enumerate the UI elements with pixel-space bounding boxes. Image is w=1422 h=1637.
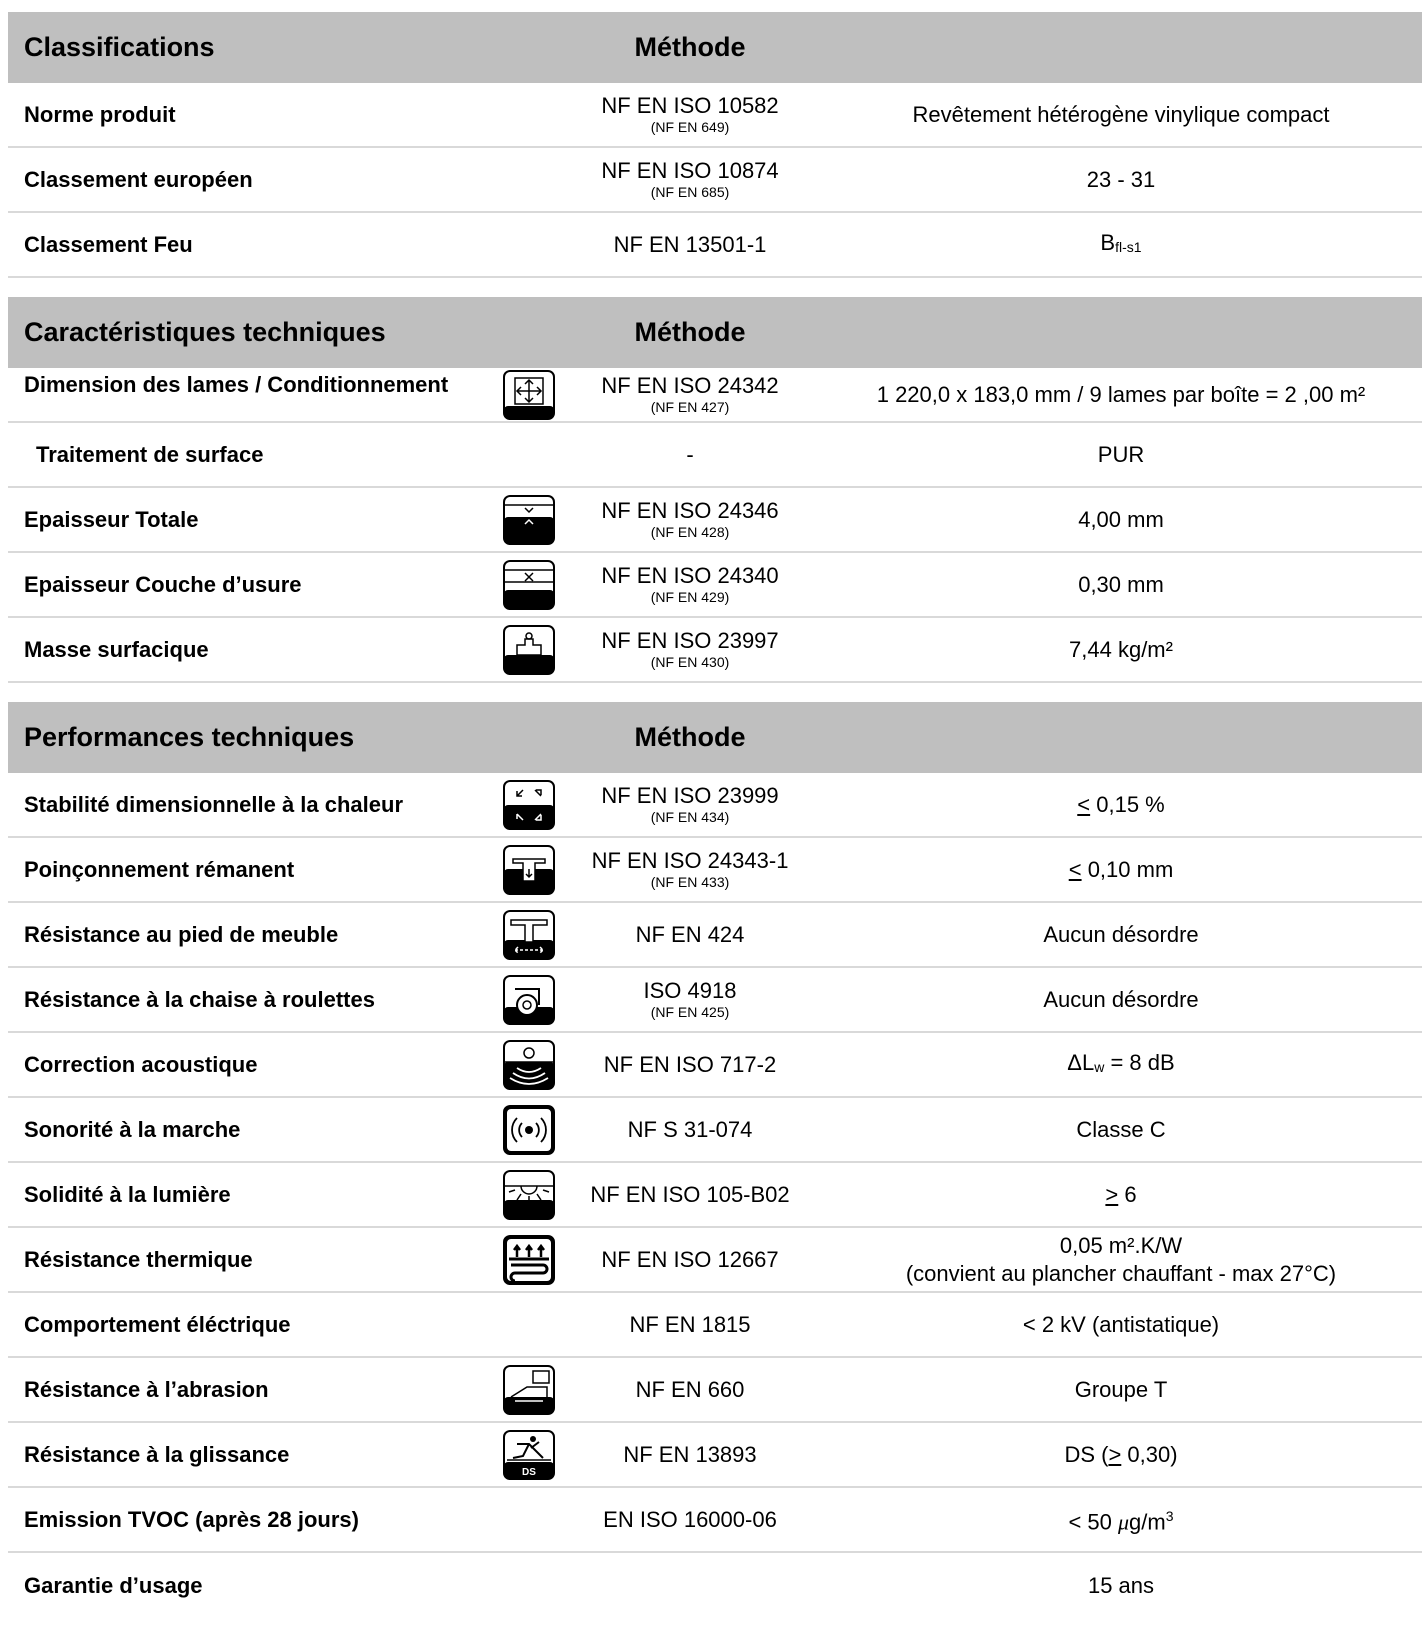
row-label: Comportement éléctrique [24, 1311, 291, 1337]
row-value: > 6 [1105, 1181, 1137, 1207]
table-row [8, 83, 1422, 148]
acoustic-icon [498, 1040, 560, 1090]
row-method: NF EN 1815 [629, 1312, 751, 1337]
furniture-leg-icon [498, 910, 560, 960]
row-value: < 0,15 % [1077, 791, 1165, 817]
table-row [8, 213, 1422, 278]
row-value: 15 ans [1087, 1572, 1155, 1598]
spec-sheet [8, 12, 1422, 1637]
row-label: Résistance à la glissance [24, 1441, 290, 1467]
table-row [8, 903, 1422, 968]
row-value: ΔLw = 8 dB [1067, 1049, 1175, 1075]
row-value: 23 - 31 [1086, 166, 1156, 192]
indentation-icon [498, 845, 560, 895]
row-label: Emission TVOC (après 28 jours) [24, 1506, 359, 1532]
row-method: NF EN ISO 105-B02 [590, 1182, 790, 1207]
row-label: Correction acoustique [24, 1051, 258, 1077]
row-value: Aucun désordre [1043, 921, 1199, 947]
section-header [8, 12, 1422, 83]
table-row [8, 1423, 1422, 1488]
row-label: Résistance à l’abrasion [24, 1376, 269, 1402]
row-label: Traitement de surface [36, 441, 264, 467]
row-value: Aucun désordre [1043, 986, 1199, 1012]
row-method: NF EN ISO 23997 (NF EN 430) [601, 628, 779, 670]
row-value: 7,44 kg/m² [1069, 636, 1173, 662]
row-value: < 2 kV (antistatique) [1022, 1311, 1220, 1337]
row-method: NF EN 424 [635, 922, 745, 947]
row-label: Masse surfacique [24, 636, 209, 662]
row-value: PUR [1097, 441, 1145, 467]
row-method: NF EN ISO 10582 (NF EN 649) [601, 93, 779, 135]
section-classifications [8, 12, 1422, 278]
table-row [8, 148, 1422, 213]
row-label: Garantie d’usage [24, 1572, 203, 1598]
table-row [8, 1553, 1422, 1618]
row-method: - [686, 442, 694, 467]
method-column-header: Méthode [634, 722, 746, 752]
row-value: 1 220,0 x 183,0 mm / 9 lames par boîte = 2 ,00 m² [876, 381, 1366, 407]
table-row [8, 488, 1422, 553]
castor-chair-icon [498, 975, 560, 1025]
row-method: NF EN 660 [635, 1377, 745, 1402]
row-method: NF EN ISO 12667 [601, 1247, 779, 1272]
light-fastness-icon [498, 1170, 560, 1220]
table-row [8, 773, 1422, 838]
total-thickness-icon [498, 495, 560, 545]
section-title: Caractéristiques techniques [24, 317, 386, 347]
row-value: Revêtement hétérogène vinylique compact [912, 101, 1330, 127]
row-label: Dimension des lames / Conditionnement [24, 372, 449, 397]
row-value: DS (> 0,30) [1064, 1441, 1178, 1467]
row-value: 4,00 mm [1078, 506, 1164, 532]
row-label: Sonorité à la marche [24, 1116, 241, 1142]
row-method: NF EN ISO 24340 (NF EN 429) [601, 563, 779, 605]
section-performances [8, 702, 1422, 1618]
row-label: Epaisseur Totale [24, 506, 199, 532]
weight-icon [498, 625, 560, 675]
method-column-header: Méthode [634, 32, 746, 62]
walking-sound-icon [498, 1105, 560, 1155]
row-method: NF EN ISO 10874 (NF EN 685) [601, 158, 779, 200]
table-row [8, 1033, 1422, 1098]
row-value: < 50 $\mu g/m^3$ [1068, 1508, 1174, 1535]
section-header [8, 702, 1422, 773]
row-method: NF S 31-074 [627, 1117, 753, 1142]
row-label: Poinçonnement rémanent [24, 856, 295, 882]
row-method: NF EN ISO 717-2 [603, 1052, 777, 1077]
wear-layer-icon [498, 560, 560, 610]
table-row [8, 1358, 1422, 1423]
row-method: ISO 4918 (NF EN 425) [643, 978, 737, 1020]
section-title: Classifications [24, 32, 215, 62]
section-caracteristiques [8, 297, 1422, 683]
slip-resistance-icon [498, 1430, 560, 1480]
table-row [8, 1228, 1422, 1293]
table-row [8, 1163, 1422, 1228]
table-row [8, 423, 1422, 488]
dimension-arrows-icon [498, 370, 560, 420]
row-value: Classe C [1076, 1116, 1166, 1142]
row-method: NF EN ISO 24342 (NF EN 427) [601, 373, 779, 415]
row-label: Norme produit [24, 101, 176, 127]
row-value: 0,05 m².K/W (convient au plancher chauffant - max 27°C) [905, 1232, 1337, 1286]
row-label: Résistance à la chaise à roulettes [24, 986, 375, 1012]
row-method: NF EN ISO 23999 (NF EN 434) [601, 783, 779, 825]
abrasion-icon [498, 1365, 560, 1415]
row-method: NF EN 13893 [623, 1442, 757, 1467]
row-value: < 0,10 mm [1068, 856, 1174, 882]
row-method: NF EN ISO 24346 (NF EN 428) [601, 498, 779, 540]
section-title: Performances techniques [24, 722, 355, 752]
row-label: Classement européen [24, 166, 253, 192]
underfloor-heating-icon [498, 1235, 560, 1285]
row-label: Stabilité dimensionnelle à la chaleur [24, 791, 404, 817]
table-row [8, 553, 1422, 618]
table-row [8, 968, 1422, 1033]
row-method: EN ISO 16000-06 [603, 1507, 777, 1532]
table-row [8, 368, 1422, 423]
row-label: Epaisseur Couche d’usure [24, 571, 302, 597]
method-column-header: Méthode [634, 317, 746, 347]
dimensional-stability-icon [498, 780, 560, 830]
table-row [8, 1098, 1422, 1163]
row-label: Classement Feu [24, 231, 193, 257]
svg-text:DS: DS [522, 1466, 536, 1478]
row-method: NF EN ISO 24343-1 (NF EN 433) [591, 848, 789, 890]
table-row [8, 1488, 1422, 1553]
row-value: Groupe T [1074, 1376, 1168, 1402]
row-label: Résistance thermique [24, 1246, 253, 1272]
row-value: 0,30 mm [1078, 571, 1164, 597]
row-label: Résistance au pied de meuble [24, 921, 339, 947]
row-method: NF EN 13501-1 [613, 232, 767, 257]
table-row [8, 618, 1422, 683]
table-row [8, 1293, 1422, 1358]
table-row [8, 838, 1422, 903]
section-header [8, 297, 1422, 368]
row-value: Bfl-s1 [1100, 229, 1142, 255]
row-label: Solidité à la lumière [24, 1181, 231, 1207]
